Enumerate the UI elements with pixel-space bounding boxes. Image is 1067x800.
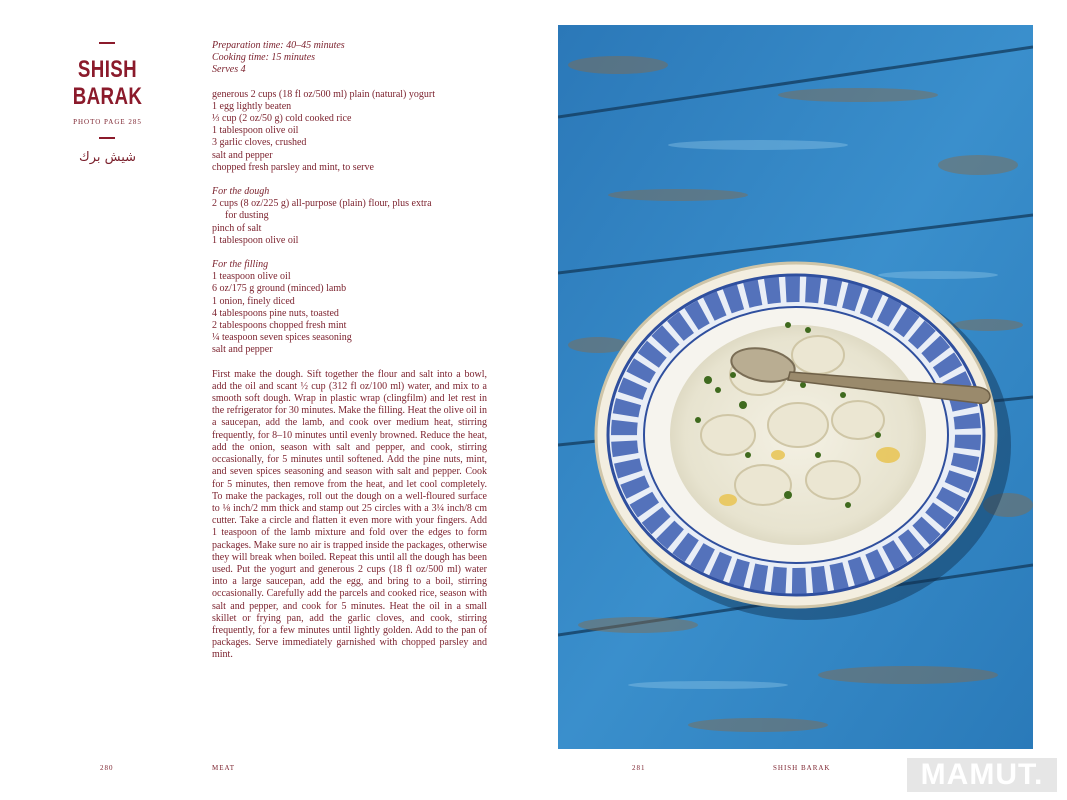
ingredient-continuation: for dusting — [225, 210, 269, 222]
dough-heading: For the dough — [212, 186, 270, 198]
ingredient: generous 2 cups (18 fl oz/500 ml) plain (natural) yogurt — [212, 88, 435, 100]
ingredient: ⅓ cup (2 oz/50 g) cold cooked rice — [212, 113, 352, 125]
recipe-meta — [212, 40, 487, 77]
title-line-2: BARAK — [72, 83, 143, 110]
ingredient: 2 tablespoons chopped fresh mint — [212, 320, 347, 332]
ingredient: 6 oz/175 g ground (minced) lamb — [212, 283, 347, 295]
cook-time: Cooking time: 15 minutes — [212, 52, 316, 64]
ingredient-list — [212, 89, 487, 174]
ingredient: salt and pepper — [212, 344, 273, 356]
recipe-body — [212, 40, 487, 662]
filling-heading: For the filling — [212, 259, 269, 271]
ingredient: 3 garlic cloves, crushed — [212, 137, 307, 149]
ingredient: 4 tablespoons pine nuts, toasted — [212, 307, 339, 319]
ingredient: 1 tablespoon olive oil — [212, 125, 299, 137]
prep-time: Preparation time: 40–45 minutes — [212, 40, 345, 51]
title-rule-top — [99, 42, 115, 44]
ingredient: salt and pepper — [212, 149, 273, 161]
ingredient: ¼ teaspoon seven spices seasoning — [212, 332, 352, 344]
arabic-title: شيش برك — [78, 150, 137, 165]
photo-page-reference: PHOTO PAGE 285 — [73, 118, 142, 126]
right-page-number: 281 — [632, 764, 646, 772]
recipe-title — [70, 56, 144, 110]
running-head: SHISH BARAK — [773, 764, 831, 772]
ingredient: 2 cups (8 oz/225 g) all-purpose (plain) flour, plus extra — [212, 198, 432, 210]
watermark-logo: MAMUT. — [907, 758, 1057, 792]
dish-photo — [558, 25, 1033, 749]
filling-list — [212, 271, 487, 356]
method-text: First make the dough. Sift together the flour and salt into a bowl, add the oil and scant ½ cup (312 fl oz/100 ml) water, and mix to a smooth soft dough. Wrap in plastic wrap (clingfilm) and let rest in the refrigerator for 30 minutes. Make the filling. Heat the olive oil in a saucepan, add the lamb, and cook over medium heat, stirring frequently, for 8–10 minutes until evenly browned. Reduce the heat, add the onion, season with salt and pepper, and cook, stirring occasionally, for 5 minutes until softened. Add the pine nuts, mint, and seven spices seasoning and season with salt and pepper. Cook for 5 minutes, then remove from the heat, and let cool completely. To make the packages, roll out the dough on a well-floured surface to ⅛ inch/2 mm thick and stamp out 25 circles with a 3¼ inch/8 cm cutter. Take a circle and flatten it even more with your fingers. Add 1 teaspoon of the lamb mixture and fold over the edges to form packages. Make sure no air is trapped inside the packages, otherwise they will break when boiled. Repeat this until all the dough has been used. Put the yogurt and generous 2 cups (18 fl oz/500 ml) water into a large saucepan, add the egg, and bring to a boil, stirring occasionally. Carefully add the parcels and cooked rice, season with salt and pepper, and cook for 5 minutes. Heat the oil in a small skillet or frying pan, add the garlic cloves, and cook, stirring frequently, for a few minutes until lightly golden. Add to the pan of packages. Serve immediately garnished with chopped parsley and mint. — [212, 368, 487, 661]
ingredient: 1 onion, finely diced — [212, 295, 295, 307]
ingredient: 1 egg lightly beaten — [212, 100, 292, 112]
dough-list — [212, 198, 487, 247]
serves: Serves 4 — [212, 64, 246, 76]
title-rule-bottom — [99, 137, 115, 139]
ingredient: pinch of salt — [212, 222, 262, 234]
ingredient: 1 tablespoon olive oil — [212, 234, 299, 246]
title-line-1: SHISH — [77, 56, 138, 83]
ingredient: chopped fresh parsley and mint, to serve — [212, 161, 374, 173]
left-page-number: 280 — [100, 764, 114, 772]
section-label: MEAT — [212, 764, 236, 772]
ingredient: 1 teaspoon olive oil — [212, 271, 291, 283]
